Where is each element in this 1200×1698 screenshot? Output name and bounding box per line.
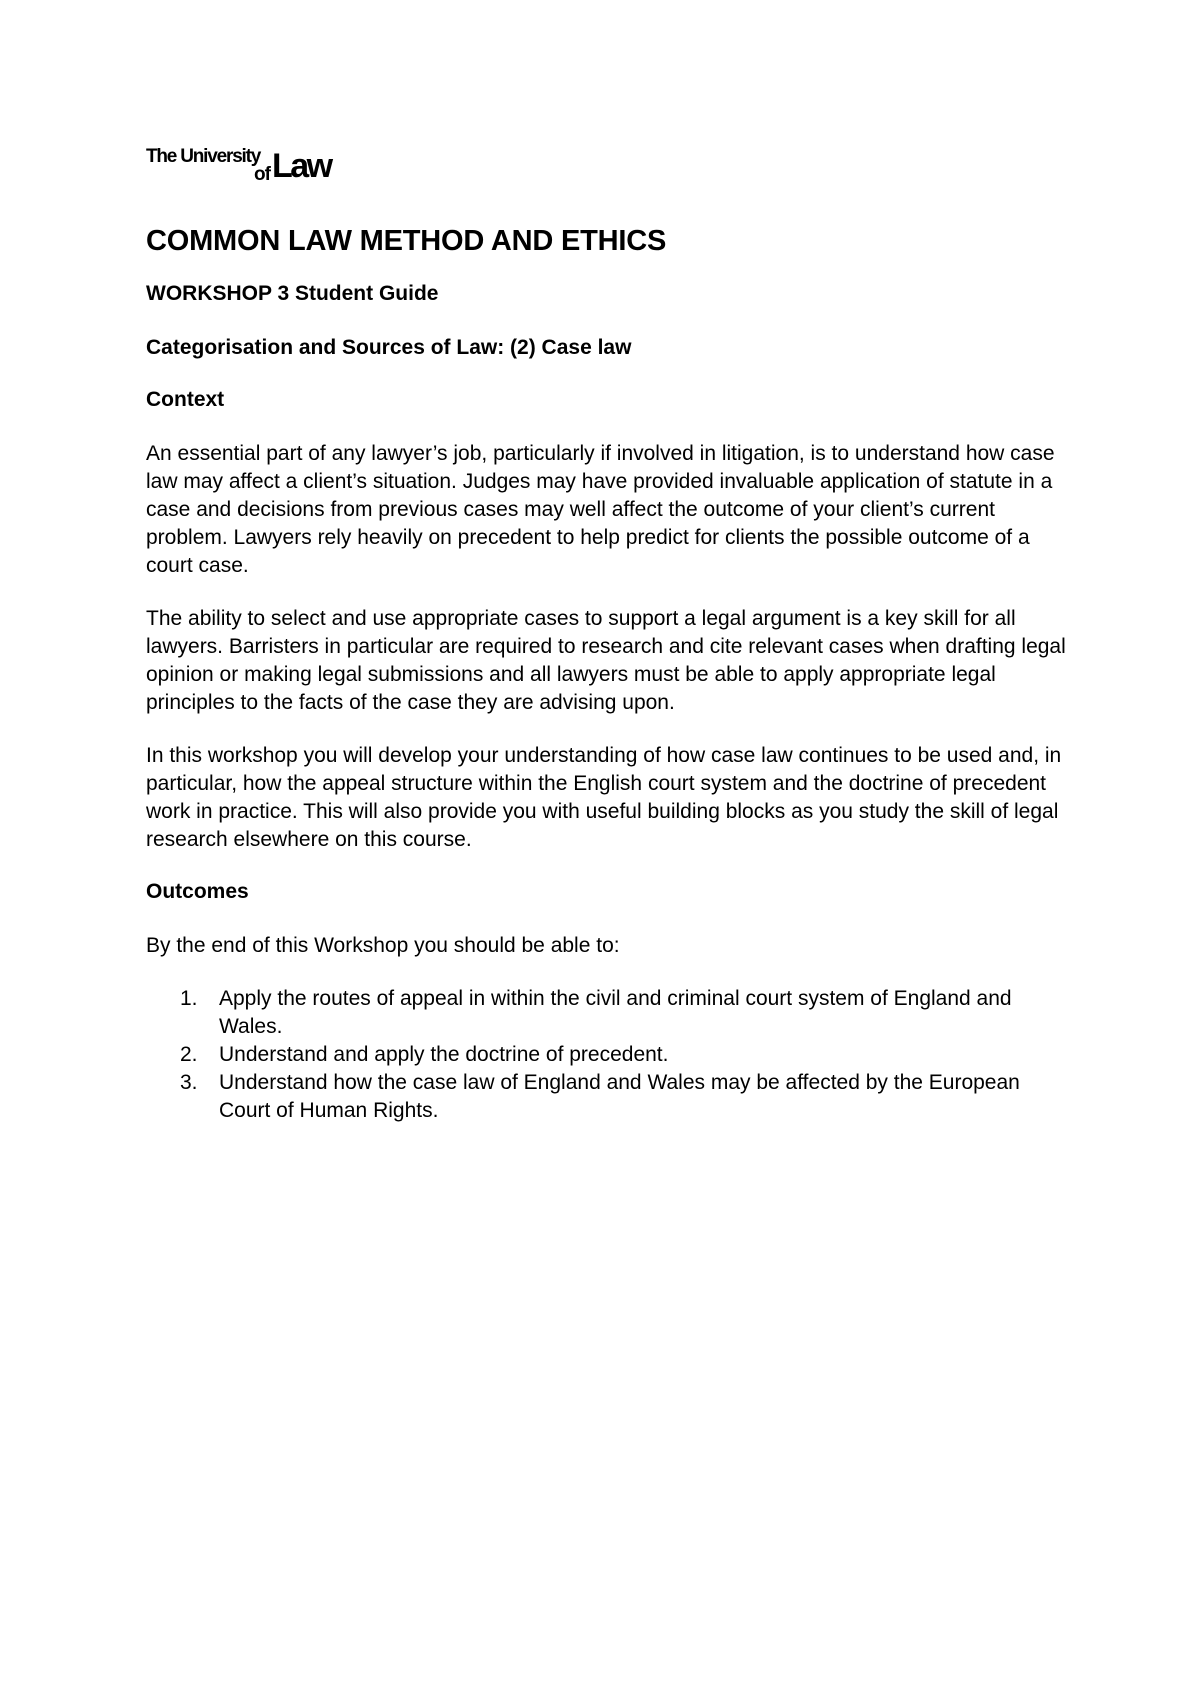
section-title: Categorisation and Sources of Law: (2) Case law xyxy=(146,336,632,359)
list-item-number: 1. xyxy=(180,987,198,1010)
list-item xyxy=(146,1041,1076,1069)
list-item-text: Apply the routes of appeal in within the civil and criminal court system of England and Wales. xyxy=(219,987,1012,1038)
logo-line-the-university: The University xyxy=(146,146,261,167)
list-item xyxy=(146,1069,1076,1125)
outcomes-heading: Outcomes xyxy=(146,880,249,903)
university-of-law-logo xyxy=(146,140,366,185)
document-subtitle: WORKSHOP 3 Student Guide xyxy=(146,282,439,305)
logo-of: of xyxy=(254,164,270,185)
list-item-text: Understand and apply the doctrine of precedent. xyxy=(219,1043,669,1066)
outcomes-intro: By the end of this Workshop you should be able to: xyxy=(146,934,620,957)
list-item xyxy=(146,985,1076,1041)
context-heading: Context xyxy=(146,388,225,411)
list-item-number: 3. xyxy=(180,1071,198,1094)
logo-law: Law xyxy=(272,147,331,185)
list-item-number: 2. xyxy=(180,1043,198,1066)
context-paragraph: In this workshop you will develop your understanding of how case law continues to be used and, in particular, how the appeal structure within the English court system and the doctrine of precedent work in practice. This will also provide you with useful building blocks as you study the skill of legal research elsewhere on this course. xyxy=(146,744,1062,851)
outcomes-list xyxy=(146,985,1076,1125)
document-content xyxy=(146,140,1076,1125)
context-paragraph: An essential part of any lawyer’s job, particularly if involved in litigation, is to understand how case law may affect a client’s situation. Judges may have provided invaluable application of statute in a case and decisions from previous cases may well affect the outcome of your client’s current problem. Lawyers rely heavily on precedent to help predict for clients the possible outcome of a court case. xyxy=(146,442,1055,577)
list-item-text: Understand how the case law of England and Wales may be affected by the European Court of Human Rights. xyxy=(219,1071,1020,1122)
document-title: COMMON LAW METHOD AND ETHICS xyxy=(146,225,667,257)
context-paragraph: The ability to select and use appropriate cases to support a legal argument is a key skill for all lawyers. Barristers in particular are required to research and cite relevant cases when drafting legal opinion or making legal submissions and all lawyers must be able to apply appropriate legal principles to the facts of the case they are advising upon. xyxy=(146,607,1066,714)
